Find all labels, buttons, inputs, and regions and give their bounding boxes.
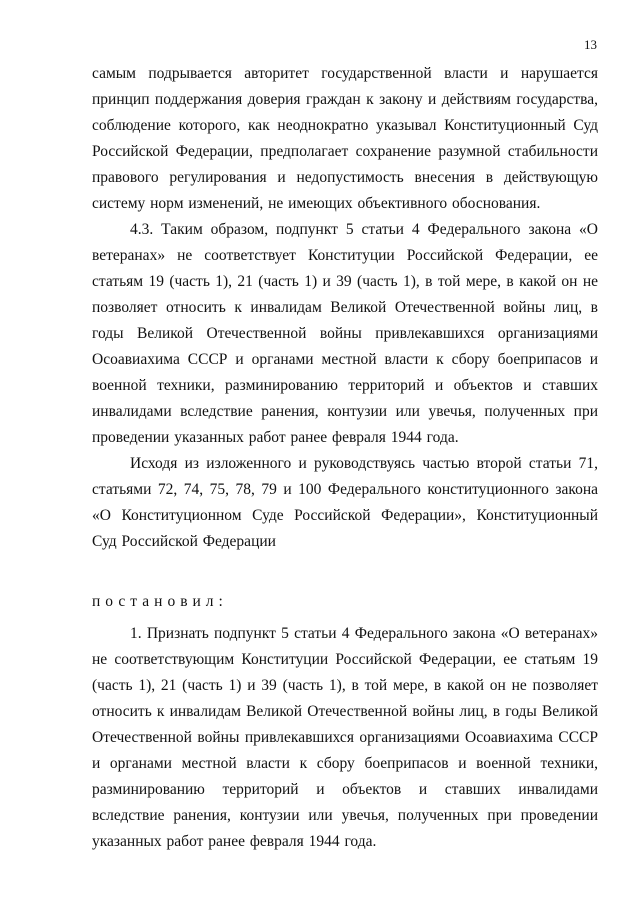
decision-heading: постановил: (92, 593, 228, 610)
page-number: 13 (584, 37, 597, 52)
resolution-point-1: 1. Признать подпункт 5 статьи 4 Федерального закона «О ветеранах» не соответствующим Конституции Российской Федерации, ее статьям 19 (часть 1), 21 (часть 1) и 39 (часть 1), в той мере, в какой он не позволяет относить к инвалидам Великой Отечественной войны лиц, в годы Великой Отечественной войны привлекавшихся организациями Осоавиахима СССР и органами местной власти к сбору боеприпасов и военной техники, разминированию территорий и объектов и ставших инвалидами вследствие ранения, контузии или увечья, полученных при проведении указанных работ ранее февраля 1944 года. (92, 625, 598, 850)
continuation-paragraph: самым подрывается авторитет государственной власти и нарушается принцип поддержания доверия граждан к закону и действиям государства, соблюдение которого, как неоднократно указывал Конституционный Суд Российской Федерации, предполагает сохранение разумной стабильности правового регулирования и недопустимость внесения в действующую систему норм изменений, не имеющих объективного обоснования. (92, 65, 598, 212)
paragraph-4-3: 4.3. Таким образом, подпункт 5 статьи 4 Федерального закона «О ветеранах» не соответствует Конституции Российской Федерации, ее статьям 19 (часть 1), 21 (часть 1) и 39 (часть 1), в той мере, в какой он не позволяет относить к инвалидам Великой Отечественной войны лиц, в годы Великой Отечественной войны привлекавшихся организациями Осоавиахима СССР и органами местной власти к сбору боеприпасов и военной техники, разминированию территорий и объектов и ставших инвалидами вследствие ранения, контузии или увечья, полученных при проведении указанных работ ранее февраля 1944 года. (92, 221, 598, 446)
document-body (92, 61, 598, 855)
preamble-paragraph: Исходя из изложенного и руководствуясь частью второй статьи 71, статьями 72, 74, 75, 78, 79 и 100 Федерального конституционного закона «О Конституционном Суде Российской Федерации», Конституционный Суд Российской Федерации (92, 455, 598, 550)
